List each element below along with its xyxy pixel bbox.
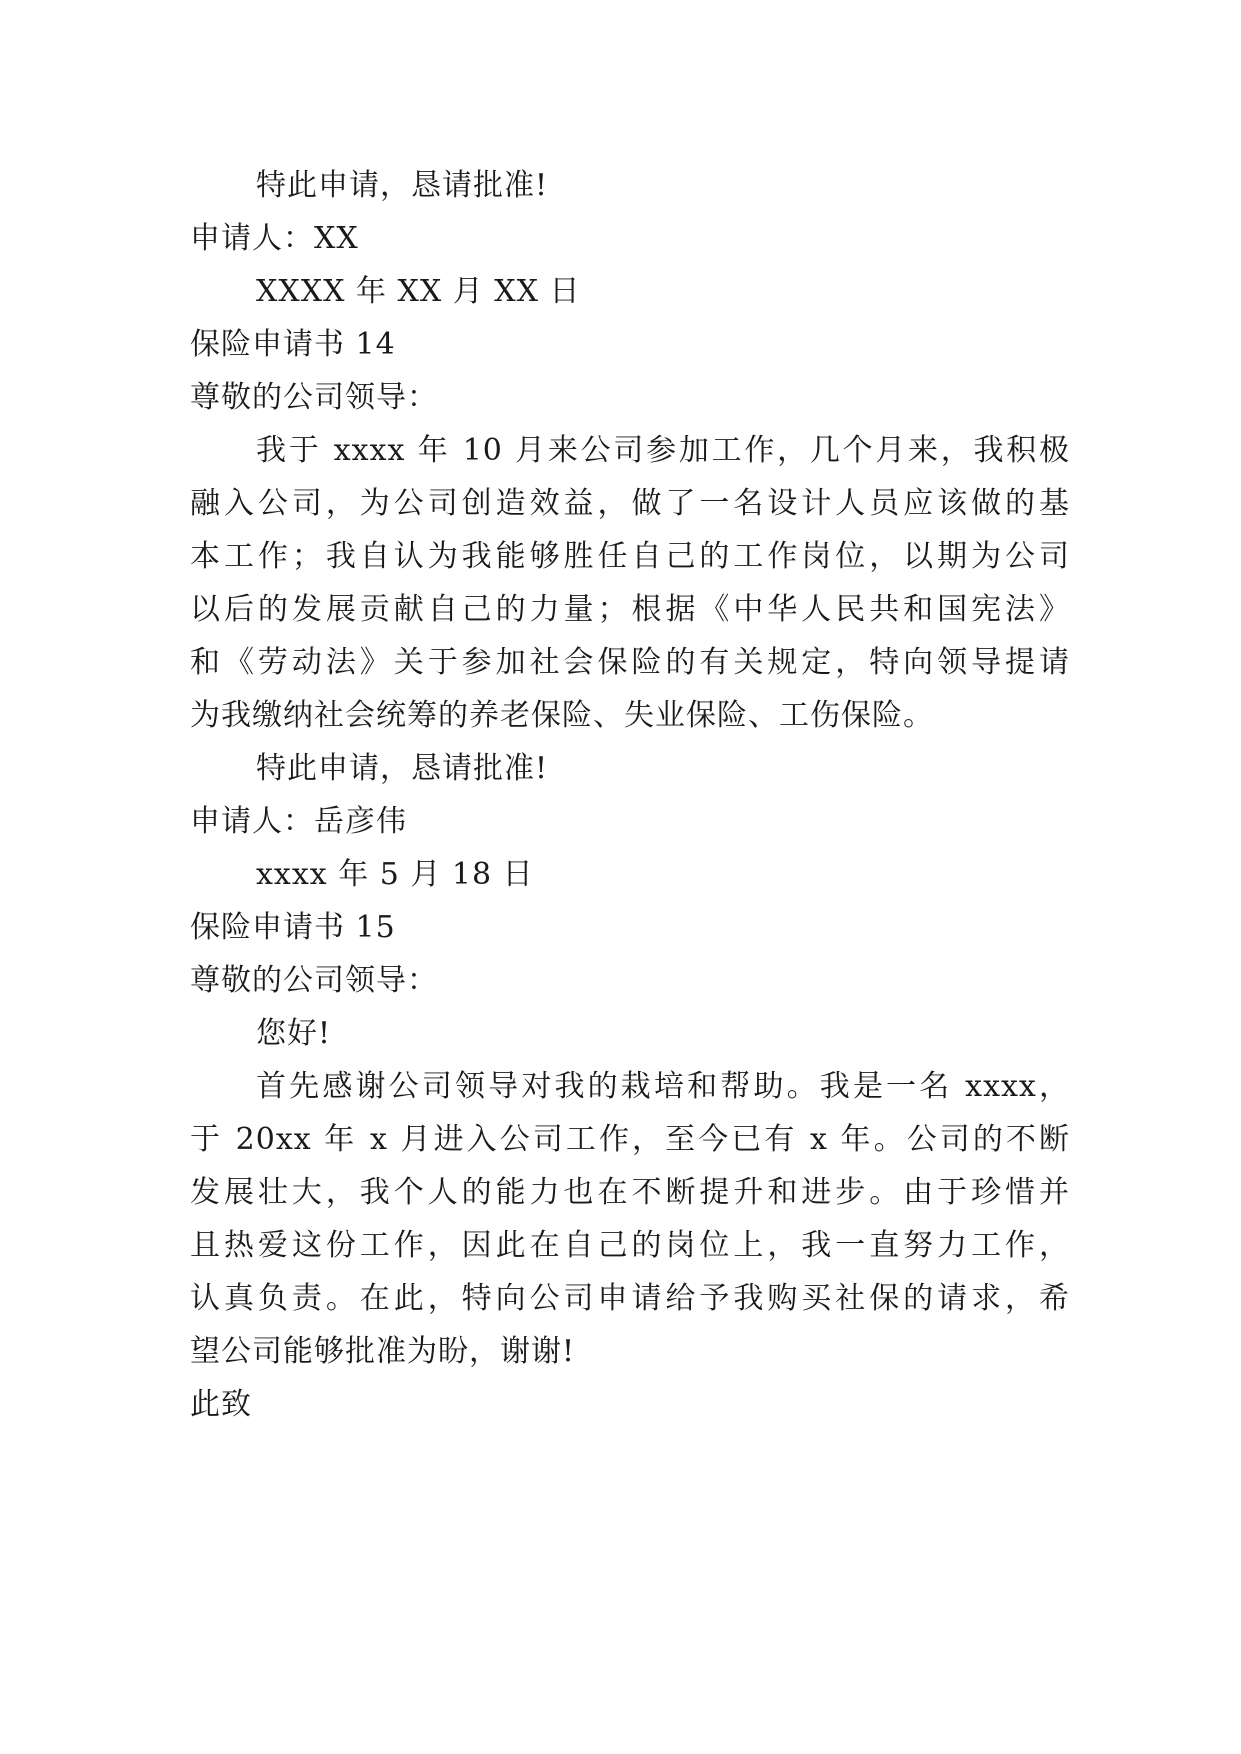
paragraph-line: 认真负责。在此，特向公司申请给予我购买社保的请求，希 [190,1281,1070,1316]
paragraph-line: 望公司能够批准为盼，谢谢! [190,1334,576,1369]
salutation-line-2: 尊敬的公司领导： [190,963,438,998]
paragraph-line: 以后的发展贡献自己的力量；根据《中华人民共和国宪法》 [190,592,1070,627]
paragraph-line: 首先感谢公司领导对我的栽培和帮助。我是一名 xxxx， [256,1069,1070,1104]
salutation-line-1: 尊敬的公司领导： [190,380,438,415]
paragraph-line: 本工作；我自认为我能够胜任自己的工作岗位，以期为公司 [190,539,1070,574]
paragraph-line: 发展壮大，我个人的能力也在不断提升和进步。由于珍惜并 [190,1175,1070,1210]
closing-line: 此致 [190,1387,252,1422]
date-line-1: XXXX 年 XX 月 XX 日 [256,274,581,309]
section-title-14: 保险申请书 14 [190,327,396,362]
applicant-line-2: 申请人：岳彦伟 [190,804,407,839]
applicant-line-1: 申请人：XX [190,221,359,256]
closing-request-line-2: 特此申请，恳请批准! [256,751,549,786]
paragraph-line: 于 20xx 年 x 月进入公司工作，至今已有 x 年。公司的不断 [190,1122,1070,1157]
paragraph-line: 融入公司，为公司创造效益，做了一名设计人员应该做的基 [190,486,1070,521]
paragraph-line: 为我缴纳社会统筹的养老保险、失业保险、工伤保险。 [190,698,934,733]
date-line-2: xxxx 年 5 月 18 日 [256,857,534,892]
greeting-line: 您好! [256,1016,332,1051]
section-title-15: 保险申请书 15 [190,910,396,945]
paragraph-line: 且热爱这份工作，因此在自己的岗位上，我一直努力工作， [190,1228,1070,1263]
closing-request-line-1: 特此申请，恳请批准! [256,168,549,203]
paragraph-line: 我于 xxxx 年 10 月来公司参加工作，几个月来，我积极 [256,433,1070,468]
paragraph-line: 和《劳动法》关于参加社会保险的有关规定，特向领导提请 [190,645,1070,680]
